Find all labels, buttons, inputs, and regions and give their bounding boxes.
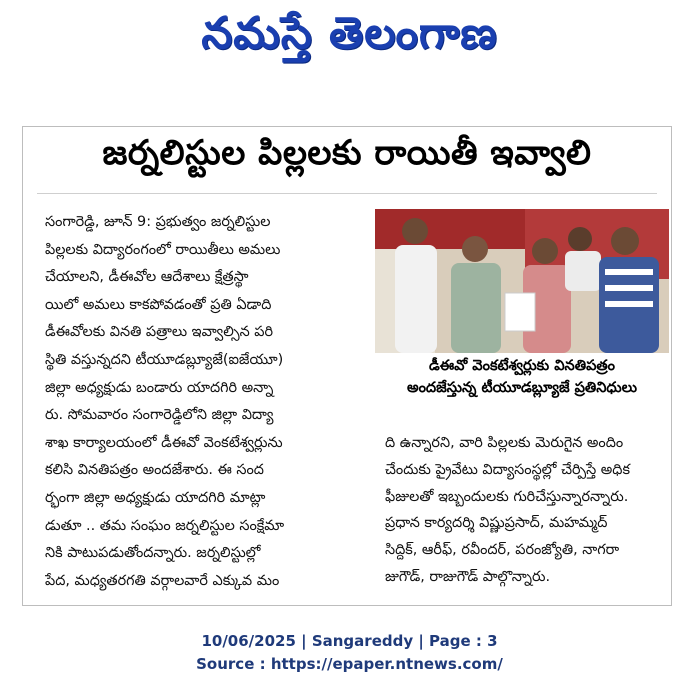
article-line: ఫీజులతో ఇబ్బందులకు గురిచేస్తున్నారన్నారు. xyxy=(385,488,629,505)
article-line: శాఖ కార్యాలయంలో డీఈవో వెంకటేశ్వర్లును xyxy=(45,434,283,451)
footer-source: Source : https://epaper.ntnews.com/ xyxy=(196,655,503,673)
article-line: ది ఉన్నారని, వారి పిల్లలకు మెరుగైన అందిం xyxy=(385,435,624,451)
article-line: స్థితి వస్తున్నదని టీయూడబ్ల్యూజే(ఐజేయూ) xyxy=(45,351,284,368)
article-line: సిద్దిక్, ఆరీఫ్, రవీందర్, పరంజ్యోతి, నాగరా xyxy=(385,542,620,559)
photo-caption xyxy=(375,355,669,399)
article-headline: జర్నలిస్టుల పిల్లలకు రాయితీ ఇవ్వాలి xyxy=(102,133,592,173)
article-line: జుగౌడ్, రాజుగౌడ్ పాల్గొన్నారు. xyxy=(385,568,551,585)
article-line: ప్రధాన కార్యదర్శి విష్ణుప్రసాద్, మహమ్మద్ xyxy=(385,515,608,532)
group-photo-illustration xyxy=(375,209,669,353)
article-line: సంగారెడ్డి, జూన్ 9: ప్రభుత్వం జర్నలిస్టుల xyxy=(45,214,271,230)
newspaper-masthead xyxy=(0,0,699,78)
article-line: జిల్లా అధ్యక్షుడు బండారు యాదగిరి అన్నా xyxy=(45,379,274,396)
article-line: నికి పాటుపడుతోందన్నారు. జర్నలిస్టుల్లో xyxy=(45,545,261,562)
caption-line: అందజేస్తున్న టీయూడబ్ల్యూజే ప్రతినిధులు xyxy=(406,380,637,396)
article-line: డీఈవోలకు వినతి పత్రాలు ఇవ్వాల్సిన పరి xyxy=(45,324,274,341)
article-line: చేందుకు ప్రైవేటు విద్యాసంస్థల్లో చేర్పిస్తే అధిక xyxy=(385,461,630,478)
news-photo xyxy=(375,209,669,353)
article-column-left xyxy=(45,209,371,595)
footer-date-edition: 10/06/2025 | Sangareddy | Page : 3 xyxy=(201,632,498,650)
article-line: యిలో అమలు కాకపోవడంతో ప్రతి ఏడాది xyxy=(45,296,272,313)
caption-line: డీఈవో వెంకటేశ్వర్లుకు వినతిపత్రం xyxy=(428,358,616,374)
article-line: పేద, మధ్యతరగతి వర్గాలవారే ఎక్కువ మం xyxy=(45,572,280,589)
article-line: కలిసి వినతిపత్రం అందజేశారు. ఈ సంద xyxy=(45,462,264,479)
article-line: డుతూ .. తమ సంఘం జర్నలిస్టుల సంక్షేమా xyxy=(45,517,285,534)
masthead-title: నమస్తే తెలంగాణ xyxy=(201,8,498,59)
article-line: రు. సోమవారం సంగారెడ్డిలోని జిల్లా విద్యా xyxy=(45,407,274,424)
news-clipping xyxy=(22,126,672,606)
article-line: పిల్లలకు విద్యారంగంలో రాయితీలు అమలు xyxy=(45,241,281,258)
article-line: ర్భంగా జిల్లా అధ్యక్షుడు యాదగిరి మాట్లా xyxy=(45,489,266,506)
article-line: చేయాలని, డీఈవోల ఆదేశాలు క్షేత్రస్థా xyxy=(45,269,249,286)
headline-divider xyxy=(37,193,657,194)
article-column-right xyxy=(385,430,671,591)
